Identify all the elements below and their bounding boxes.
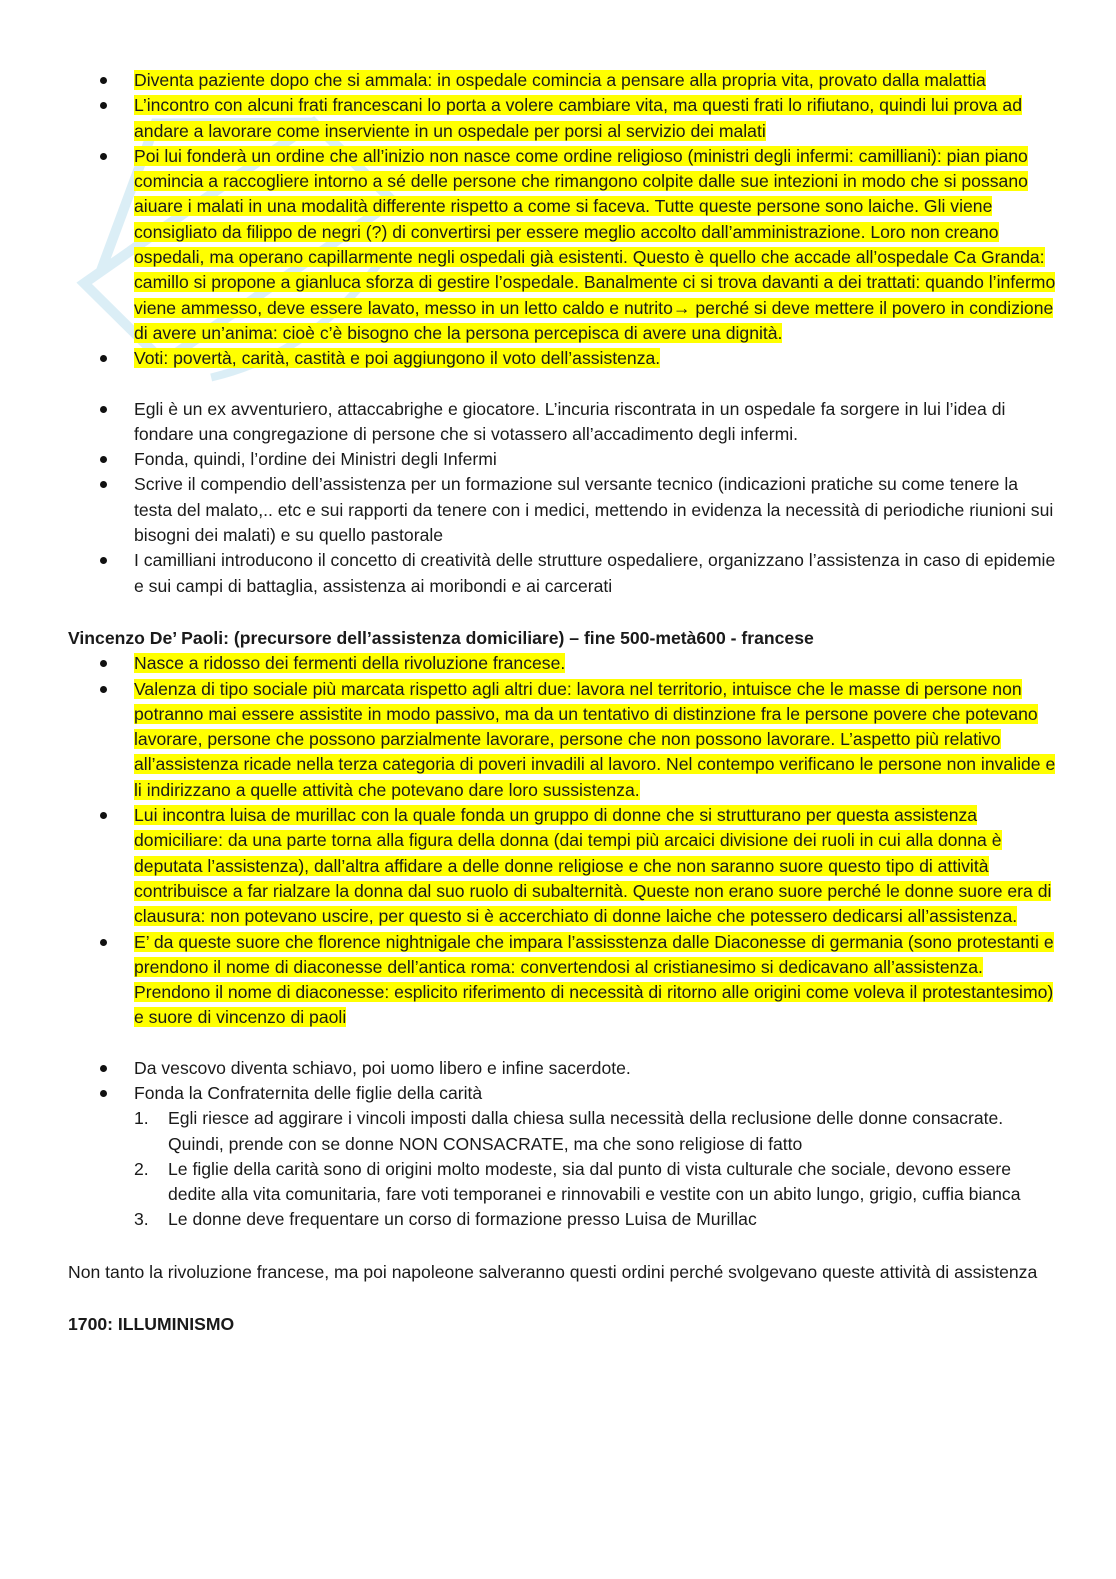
list-item: Valenza di tipo sociale più marcata rispetto agli altri due: lavora nel territorio, intuisce che le masse di persone non potranno mai essere assistite in modo passivo, ma da un tentativo di distinzione fra le persone povere che potevano lavorare, persone che possono parzialmente lavorare, persone che non possono lavorare. L’aspetto più relativo all’assistenza ricade nella terza categoria di poveri invadili al lavoro. Nel contempo verificano le persone non invalide e li indirizzano a quelle attività che potevano dare loro sussistenza. [68, 677, 1058, 803]
bullet-icon [100, 1090, 107, 1097]
list-item: Da vescovo diventa schiavo, poi uomo libero e infine sacerdote. [68, 1056, 1058, 1081]
bullet-icon [100, 102, 107, 109]
list-item: Egli è un ex avventuriero, attaccabrighe e giocatore. L’incuria riscontrata in un ospedale fa sorgere in lui l’idea di fondare una congregazione di persone che si votassero all’accadimento degli infermi. [68, 397, 1058, 448]
list-item: Scrive il compendio dell’assistenza per un formazione sul versante tecnico (indicazioni pratiche su come tenere la testa del malato,.. etc e sui rapporti da tenere con i medici, mettendo in evidenza la necessità di periodiche riunioni sui bisogni dei malati) e su quello pastorale [68, 472, 1058, 548]
list-item: Poi lui fonderà un ordine che all’inizio non nasce come ordine religioso (ministri degli infermi: camilliani): pian piano comincia a raccogliere intorno a sé delle persone che rimangono colpite dalle sue intezioni in modo che si possano aiuare i malati in una modalità differente rispetto a come si faceva. Tutte queste persone sono laiche. Gli viene consigliato da filippo de negri (?) di convertirsi per essere meglio accolto dall’amministrazione. Loro non creano ospedali, ma operano capillarmente negli ospedali già esistenti. Questo è quello che accade all’ospedale Ca Granda: camillo si propone a gianluca sforza di gestire l’ospedale. Banalmente ci si trova davanti a dei trattati: quando l’infermo viene ammesso, deve essere lavato, messo in un letto caldo e nutrito→ perché si deve mettere il povero in condizione di avere un’anima: cioè c’è bisogno che la persona percepisca di avere una dignità. [68, 144, 1058, 346]
list-item: Fonda, quindi, l’ordine dei Ministri degli Infermi [68, 447, 1058, 472]
numbered-item: 2. Le figlie della carità sono di origini molto modeste, sia dal punto di vista culturale che sociale, devono essere dedite alla vita comunitaria, fare voti temporanei e rinnovabili e vestite con un abito lungo, grigio, cuffia bianca [134, 1158, 1021, 1205]
bullet-icon [100, 456, 107, 463]
section-heading-illuminismo: 1700: ILLUMINISMO [68, 1314, 235, 1335]
numbered-item: 3. Le donne deve frequentare un corso di formazione presso Luisa de Murillac [134, 1209, 757, 1230]
section-heading-vincenzo: Vincenzo De’ Paoli: (precursore dell’assistenza domiciliare) – fine 500-metà600 - francese [68, 627, 814, 648]
list-item: Lui incontra luisa de murillac con la quale fonda un gruppo di donne che si strutturano per questa assistenza domiciliare: da una parte torna alla figura della donna (dai tempi più arcaici divisione dei ruoli in cui alla donna è deputata l’assistenza), dall’altra affidare a delle donne religiose e che non saranno suore questo tipo di attività contribuisce a far rialzare la donna dal suo ruolo di subalternità. Queste non erano suore perché le donne suore era di clausura: non potevano uscire, per questo si è accerchiato di donne laiche che potessero dedicarsi all’assistenza. [68, 803, 1058, 929]
list-item: E’ da queste suore che florence nightnigale che impara l’assisstenza dalle Diaconesse di germania (sono protestanti e prendono il nome di diaconesse dell’antica roma: convertendosi al cristianesimo si dedicavano all’assistenza. Prendono il nome di diaconesse: esplicito riferimento di necessità di ritorno alle origini come voleva il protestantesimo) e suore di vincenzo di paoli [68, 930, 1058, 1031]
bullet-icon [100, 355, 107, 362]
camillo-highlighted-list [68, 68, 1058, 372]
arrow-right-icon: → [672, 297, 691, 318]
bullet-icon [100, 481, 107, 488]
vincenzo-highlighted-list [68, 651, 1058, 1030]
list-item: Fonda la Confraternita delle figlie della carità [68, 1081, 1058, 1106]
camillo-plain-list [68, 397, 1058, 599]
closing-paragraph: Non tanto la rivoluzione francese, ma poi napoleone salveranno questi ordini perché svolgevano queste attività di assistenza [68, 1261, 1038, 1282]
bullet-icon [100, 1065, 107, 1072]
list-item: Nasce a ridosso dei fermenti della rivoluzione francese. [68, 651, 1058, 676]
bullet-icon [100, 406, 107, 413]
list-item: Voti: povertà, carità, castità e poi aggiungono il voto dell’assistenza. [68, 346, 1058, 371]
bullet-icon [100, 939, 107, 946]
document-body [68, 68, 1058, 1337]
bullet-icon [100, 557, 107, 564]
numbered-list [68, 1106, 1058, 1232]
list-item: Diventa paziente dopo che si ammala: in ospedale comincia a pensare alla propria vita, provato dalla malattia [68, 68, 1058, 93]
bullet-icon [100, 153, 107, 160]
numbered-item: 1. Egli riesce ad aggirare i vincoli imposti dalla chiesa sulla necessità della reclusione delle donne consacrate. Quindi, prende con se donne NON CONSACRATE, ma che sono religiose di fatto [134, 1108, 1004, 1154]
list-item: L’incontro con alcuni frati francescani lo porta a volere cambiare vita, ma questi frati lo rifiutano, quindi lui prova ad andare a lavorare come inserviente in un ospedale per porsi al servizio dei malati [68, 93, 1058, 144]
bullet-icon [100, 660, 107, 667]
list-item: I camilliani introducono il concetto di creatività delle strutture ospedaliere, organizzano l’assistenza in caso di epidemie e sui campi di battaglia, assistenza ai moribondi e ai carcerati [68, 548, 1058, 599]
bullet-icon [100, 686, 107, 693]
bullet-icon [100, 812, 107, 819]
vincenzo-plain-list [68, 1056, 1058, 1107]
bullet-icon [100, 77, 107, 84]
